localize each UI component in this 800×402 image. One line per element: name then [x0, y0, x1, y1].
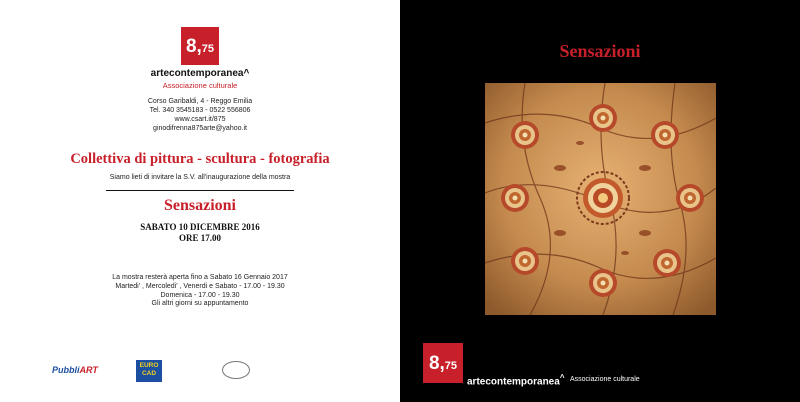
- hours-line-3: Domenica - 17.00 - 19.30: [160, 291, 240, 299]
- contact-email: ginodifrenna875arte@yahoo.it: [153, 125, 247, 132]
- contact-phone: Tel. 340 3545183 - 0522 556806: [149, 107, 251, 114]
- opening-date: [0, 222, 400, 244]
- hours-line-1: La mostra resterà aperta fino a Sabato 16 Gennaio 2017: [112, 274, 288, 281]
- opening-hours: [0, 274, 400, 309]
- divider: [106, 190, 294, 191]
- logo-badge-left: [181, 27, 219, 65]
- logo-decimal: 75: [201, 42, 215, 55]
- time-line: ORE 17.00: [178, 233, 221, 243]
- sponsor-pubbliart-logo: PubbliART: [52, 365, 98, 375]
- sponsor-eurocad-logo: EURO CAD: [136, 360, 162, 382]
- show-title-right: Sensazioni: [559, 41, 641, 61]
- hours-line-4: Gli altri giorni su appuntamento: [151, 300, 249, 308]
- date-line: SABATO 10 DICEMBRE 2016: [140, 222, 260, 232]
- association-label: Associazione culturale: [162, 81, 238, 90]
- artwork-image: [485, 83, 716, 315]
- logo-number: 8,: [428, 352, 445, 374]
- hours-line-2: Martedi' , Mercoledi' , Venerdi e Sabato - 17.00 - 19.30: [115, 282, 285, 290]
- logo-decimal: 75: [444, 359, 458, 372]
- invitation-text: Siamo lieti di invitare la S.V. all'inaugurazione della mostra: [109, 174, 291, 181]
- show-title-left: Sensazioni: [163, 197, 236, 214]
- sponsor-seal-logo: [222, 361, 250, 379]
- contact-address: Corso Garibaldi, 4 - Reggo Emilia: [147, 98, 253, 105]
- artwork-pattern: [485, 83, 716, 315]
- exhibition-heading: Collettiva di pittura - scultura - fotografia: [70, 151, 330, 167]
- brand-name: artecontemporanea^: [150, 68, 250, 79]
- association-label-right: Associazione culturale: [570, 376, 640, 383]
- brand-name-right: artecontemporanea^: [467, 373, 565, 388]
- contact-website: www.csart.it/875: [174, 116, 226, 123]
- logo-number: 8,: [185, 35, 202, 57]
- logo-badge-right: [423, 343, 463, 383]
